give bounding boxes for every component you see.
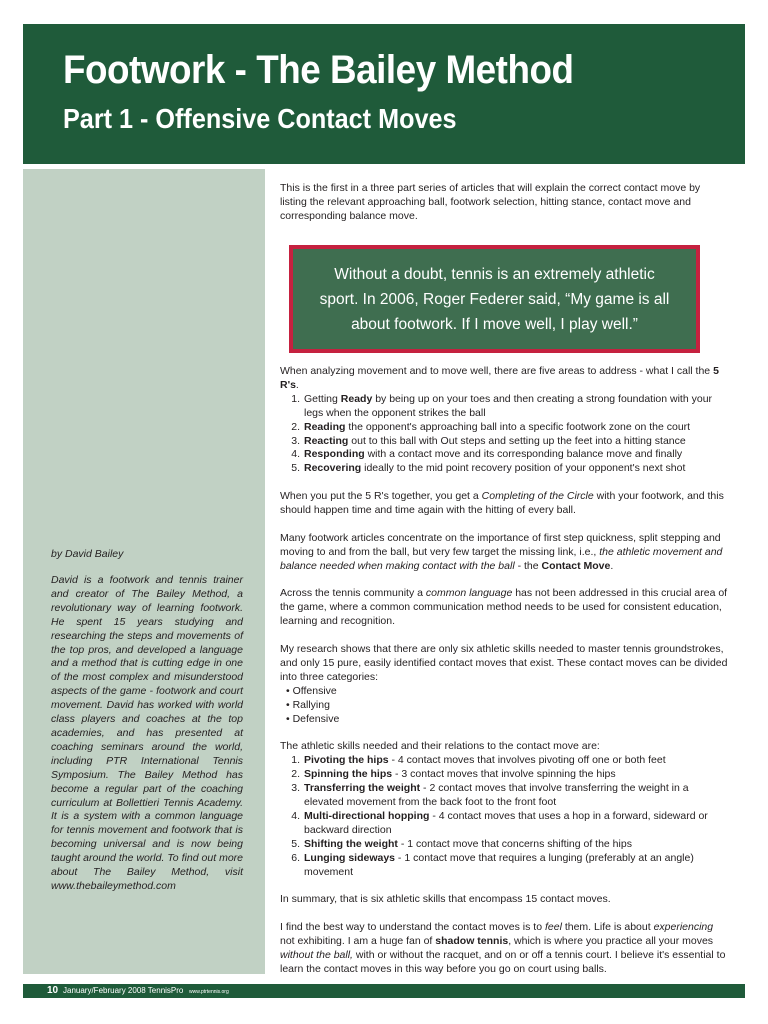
skills-list — [280, 754, 728, 879]
five-rs-item-number: 4. — [291, 448, 300, 461]
category-item: • Defensive — [286, 712, 340, 725]
skills-item-number: 6. — [291, 851, 300, 864]
pull-quote — [289, 245, 700, 353]
final-paragraph: I find the best way to understand the contact moves is to feel them. Life is about experiencing not exhibiting. I am a huge fan of shadow tennis, which is where you practice all your moves without the ball, with or without the racquet, and on or off a tennis court. I believe it's essential to learn the contact moves in this way before you go on court using balls. — [280, 921, 726, 975]
summary-paragraph: In summary, that is six athletic skills that encompass 15 contact moves. — [280, 893, 611, 906]
footer-url: www.ptrtennis.org — [189, 989, 229, 995]
five-rs-item-number: 1. — [291, 392, 300, 405]
five-rs-item — [280, 435, 728, 449]
skills-item — [280, 810, 728, 838]
five-rs-item — [280, 421, 728, 435]
skills-item — [280, 754, 728, 768]
skills-item-text: Pivoting the hips - 4 contact moves that involves pivoting off one or both feet — [304, 754, 666, 767]
five-rs-item — [280, 448, 728, 462]
five-rs-list — [280, 393, 728, 476]
five-rs-item-text: Reading the opponent's approaching ball into a specific footwork zone on the court — [304, 420, 691, 433]
article-title: Footwork - The Bailey Method — [63, 48, 574, 92]
skills-item-text: Shifting the weight - 1 contact move that concerns shifting of the hips — [304, 837, 632, 850]
category-list — [280, 685, 728, 727]
skills-item-number: 3. — [291, 782, 300, 795]
issue-label: January/February 2008 TennisPro — [63, 986, 184, 995]
article-header — [23, 24, 745, 164]
skills-item-text: Spinning the hips - 3 contact moves that involve spinning the hips — [304, 768, 616, 781]
author-bio: David is a footwork and tennis trainer and creator of The Bailey Method, a revolutionary way of learning footwork. He spent 15 years studying and researching the steps and movements of the top pros, and developed a language and a method that is cutting edge in one of the most complex and misunderstood aspects of the game - footwork and court movement. David has worked with world class players and coaches at the top academies, and has presented at coaching seminars around the world, including PTR International Tennis Symposium. The Bailey Method has become a regular part of the coaching curriculum at Bollettieri Tennis Academy. It is a system with a common language for tennis movement and footwork that is becoming universal and is now being taught around the world. To find out more about The Bailey Method, visit www.thebaileymethod.com — [51, 574, 243, 892]
skills-item — [280, 768, 728, 782]
skills-item-number: 2. — [291, 768, 300, 781]
skills-item-text: Transferring the weight - 2 contact moves that involve transferring the weight in a elevated movement from the back foot to the front foot — [304, 782, 689, 809]
five-rs-section — [280, 365, 728, 476]
skills-section — [280, 740, 728, 879]
five-rs-item-number: 2. — [291, 420, 300, 433]
five-rs-item-number: 5. — [291, 462, 300, 475]
five-rs-lead: When analyzing movement and to move well, there are five areas to address - what I call the 5 R's. — [280, 365, 719, 391]
article-subtitle: Part 1 - Offensive Contact Moves — [63, 103, 457, 134]
skills-lead: The athletic skills needed and their relations to the contact move are: — [280, 740, 600, 753]
author-sidebar — [23, 169, 265, 974]
five-rs-item-number: 3. — [291, 434, 300, 447]
five-rs-item — [280, 462, 728, 476]
five-rs-item — [280, 393, 728, 421]
category-item: • Rallying — [286, 698, 330, 711]
five-rs-item-text: Responding with a contact move and its corresponding balance move and finally — [304, 448, 683, 461]
research-section — [280, 643, 728, 726]
skills-item-number: 1. — [291, 754, 300, 767]
intro-paragraph: This is the first in a three part series of articles that will explain the correct contact move by listing the relevant approaching ball, footwork selection, hitting stance, contact move and corresponding balance move. — [280, 182, 701, 222]
skills-item — [280, 852, 728, 880]
page-number: 10 — [47, 985, 59, 996]
skills-item — [280, 782, 728, 810]
missing-link-paragraph: Many footwork articles concentrate on the importance of first step quickness, split stepping and moving to and from the ball, but very few target the missing link, i.e., the athletic movement and balance needed when making contact with the ball - the Contact Move. — [280, 531, 723, 572]
skills-item-text: Multi-directional hopping - 4 contact moves that uses a hop in a forward, sideward or backward direction — [304, 809, 708, 836]
skills-item-number: 5. — [291, 837, 300, 850]
author-byline: by David Bailey — [51, 548, 124, 560]
five-rs-item-text: Reacting out to this ball with Out steps and setting up the feet into a hitting stance — [304, 434, 686, 447]
circle-paragraph: When you put the 5 R's together, you get a Completing of the Circle with your footwork, and this should happen time and time again with the hitting of every ball. — [280, 490, 724, 517]
five-rs-item-text: Recovering ideally to the mid point recovery position of your opponent's next shot — [304, 462, 686, 475]
five-rs-item-text: Getting Ready by being up on your toes and then creating a strong foundation with your legs when the opponent strikes the ball — [304, 392, 713, 419]
research-paragraph: My research shows that there are only six athletic skills needed to master tennis groundstrokes, and only 15 pure, easily identified contact moves that exist. These contact moves can be divided into three categories: — [280, 643, 728, 683]
skills-item-text: Lunging sideways - 1 contact move that requires a lunging (preferably at an angle) movement — [304, 851, 694, 878]
skills-item — [280, 838, 728, 852]
skills-item-number: 4. — [291, 809, 300, 822]
language-paragraph: Across the tennis community a common language has not been addressed in this crucial area of the game, where a common communication method needs to be used for consistent education, learning and recognition. — [280, 587, 728, 628]
page-footer — [23, 984, 745, 998]
pull-quote-text: Without a doubt, tennis is an extremely athletic sport. In 2006, Roger Federer said, “My game is all about footwork. If I move well, I play well.” — [319, 265, 670, 333]
article-body — [280, 365, 728, 991]
category-item: • Offensive — [286, 684, 337, 697]
